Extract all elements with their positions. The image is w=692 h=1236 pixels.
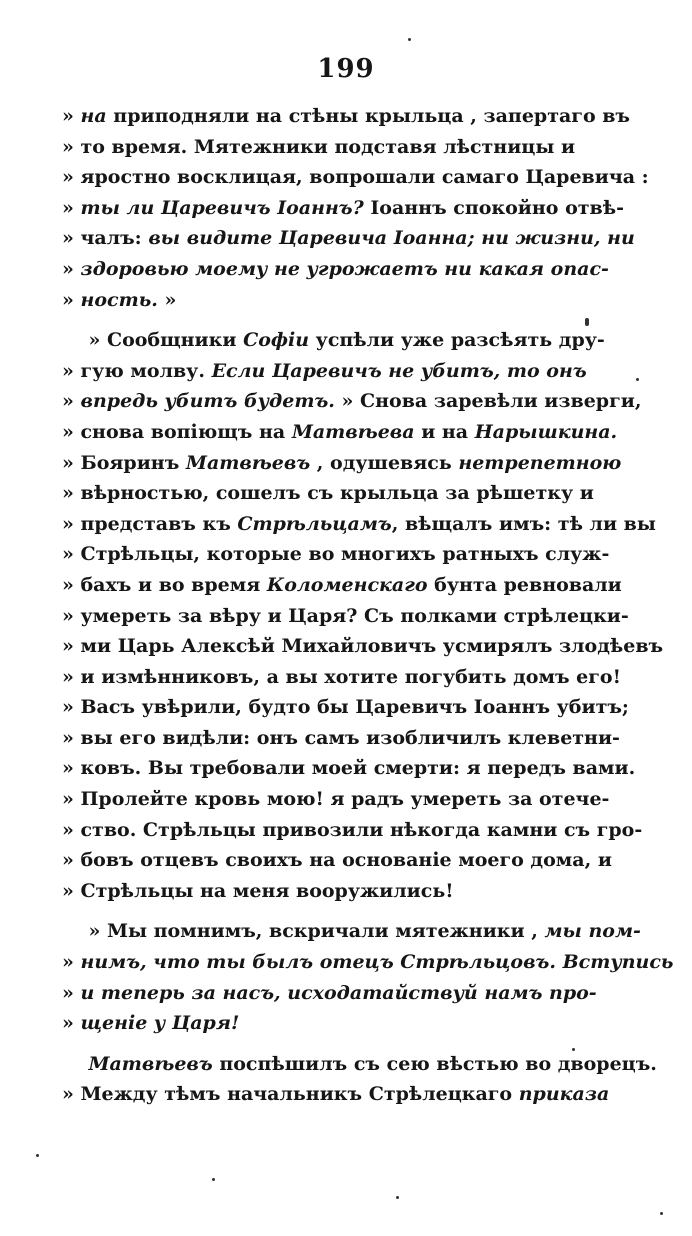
text-segment: » ковъ. Вы требовали моей смерти: я передъ вами. bbox=[62, 757, 636, 780]
text-line bbox=[62, 193, 624, 224]
text-line bbox=[62, 570, 622, 601]
print-speck bbox=[660, 1212, 663, 1215]
text-line bbox=[62, 692, 629, 723]
italic-segment: Матвѣева bbox=[291, 420, 415, 443]
text-line bbox=[62, 448, 622, 479]
text-line bbox=[62, 815, 643, 846]
text-segment: » вы его видѣли: онъ самъ изобличилъ клеветни- bbox=[62, 726, 620, 749]
italic-segment: Матвѣевъ bbox=[88, 1052, 213, 1075]
print-speck bbox=[212, 1178, 215, 1181]
text-line bbox=[62, 845, 612, 876]
text-line bbox=[62, 223, 635, 254]
text-segment: » гую молву. bbox=[62, 359, 212, 382]
text-segment: » яростно восклицая, вопрошали самаго Царевича : bbox=[62, 166, 649, 189]
text-segment: » Стрѣльцы на меня вооружились! bbox=[62, 879, 454, 902]
page-number: 199 bbox=[317, 54, 375, 84]
italic-segment: неmрепетною bbox=[458, 451, 622, 474]
text-segment: » bbox=[62, 1012, 81, 1035]
text-line bbox=[62, 947, 674, 978]
italic-segment: на bbox=[80, 105, 107, 127]
text-segment: » bbox=[62, 951, 81, 974]
text-segment: » бовъ отцевъ своихъ на основаніе моего дома, и bbox=[62, 849, 612, 872]
text-line bbox=[62, 356, 587, 387]
text-segment: » бахъ и во время bbox=[62, 573, 267, 596]
italic-segment: ты ли Царевичъ Іоаннъ? bbox=[80, 196, 364, 219]
text-segment: » bbox=[62, 981, 81, 1004]
italic-segment: здоровью моему не угрожаетъ ни какая опас- bbox=[80, 257, 609, 280]
text-line bbox=[62, 916, 641, 947]
text-line bbox=[62, 478, 594, 509]
text-segment: » вѣрностью, сошелъ съ крыльца за рѣшетку и bbox=[62, 482, 594, 505]
body-text bbox=[62, 101, 674, 1110]
text-line bbox=[62, 1049, 657, 1080]
print-speck bbox=[36, 1154, 39, 1157]
italic-segment: Матвѣевъ bbox=[185, 451, 311, 474]
italic-segment: нимъ, что ты былъ отецъ Стрѣльцовъ. Вступись bbox=[80, 951, 674, 974]
text-line bbox=[62, 631, 664, 662]
text-segment: » и измѣнниковъ, а вы хотите погубить домъ его! bbox=[62, 665, 621, 688]
print-speck bbox=[636, 378, 639, 381]
text-segment: » bbox=[62, 288, 81, 311]
text-line bbox=[62, 254, 609, 285]
text-line bbox=[62, 784, 610, 815]
text-segment: » bbox=[62, 390, 81, 413]
paragraph-gap bbox=[62, 1039, 567, 1049]
italic-segment: мы пом- bbox=[544, 920, 641, 943]
italic-segment: Нарышкина. bbox=[474, 420, 618, 443]
print-speck bbox=[572, 1048, 575, 1051]
text-segment: » ство. Стрѣльцы привозили нѣкогда камни съ гро- bbox=[62, 818, 643, 841]
text-segment: » bbox=[157, 288, 177, 311]
text-segment: успѣли уже разсѣять дру- bbox=[309, 329, 605, 352]
text-segment: приподняли на стѣны крыльца , запертаго въ bbox=[106, 105, 631, 127]
italic-segment: приказа bbox=[518, 1083, 610, 1106]
text-segment: » Мы помнимъ, вскричали мятежники , bbox=[62, 920, 545, 943]
italic-segment: Софіи bbox=[243, 329, 310, 352]
text-segment: , вѣщалъ имъ: тѣ ли вы bbox=[391, 512, 656, 535]
text-line bbox=[62, 509, 656, 540]
text-segment bbox=[62, 1053, 88, 1075]
text-segment: бунта ревновали bbox=[427, 573, 622, 596]
text-line bbox=[62, 101, 631, 132]
text-segment: » чалъ: bbox=[62, 227, 149, 250]
text-segment: , одушевясь bbox=[310, 451, 459, 474]
text-line bbox=[62, 325, 605, 356]
text-segment: » Снова заревѣли изверги, bbox=[334, 390, 642, 413]
text-line bbox=[62, 601, 629, 632]
print-speck bbox=[408, 38, 411, 41]
text-line bbox=[62, 386, 642, 417]
text-segment: » ми Царь Алексѣй Михайловичъ усмирялъ злодѣевъ bbox=[62, 635, 664, 658]
text-segment: » представъ къ bbox=[62, 512, 238, 535]
print-speck bbox=[585, 318, 589, 326]
text-segment: » снова вопіющъ на bbox=[62, 420, 292, 443]
text-segment: » Пролейте кровь мою! я радъ умереть за отече- bbox=[62, 788, 610, 811]
text-line bbox=[62, 978, 597, 1009]
text-segment: » Бояринъ bbox=[62, 451, 186, 474]
italic-segment: щеніе у Царя! bbox=[80, 1012, 240, 1035]
text-segment: » bbox=[62, 196, 81, 219]
text-segment: » bbox=[62, 257, 81, 280]
text-line bbox=[62, 285, 567, 316]
text-segment: Іоаннъ спокойно отвѣ- bbox=[363, 196, 624, 219]
italic-segment: впредь убитъ будетъ. bbox=[80, 390, 335, 413]
italic-segment: Коломенскаго bbox=[266, 573, 428, 596]
paragraph-gap bbox=[62, 315, 567, 325]
text-segment: » Между тѣмъ начальникъ Стрѣлецкаго bbox=[62, 1083, 519, 1106]
paragraph-gap bbox=[62, 906, 567, 916]
text-line bbox=[62, 132, 576, 163]
text-line bbox=[62, 1079, 610, 1110]
text-segment: » Сообщники bbox=[62, 329, 244, 352]
italic-segment: и теперь за насъ, исходатайствуй намъ про- bbox=[80, 981, 597, 1004]
text-segment: » то время. Мятежники подставя лѣстницы и bbox=[62, 135, 576, 158]
text-line bbox=[62, 723, 620, 754]
italic-segment: Стрѣльцамъ bbox=[237, 512, 392, 535]
italic-segment: ность. bbox=[80, 288, 158, 311]
text-line bbox=[62, 539, 610, 570]
italic-segment: вы видите Царевича Іоанна; ни жизни, ни bbox=[148, 227, 635, 250]
text-line bbox=[62, 876, 567, 907]
text-segment: » умереть за вѣру и Царя? Съ полками стрѣлецки- bbox=[62, 604, 629, 627]
text-segment: поспѣшилъ съ сею вѣстью во дворецъ. bbox=[212, 1052, 657, 1075]
text-line bbox=[62, 1008, 567, 1039]
text-line bbox=[62, 162, 649, 193]
text-segment: и на bbox=[414, 420, 475, 443]
text-segment: » Васъ увѣрили, будто бы Царевичъ Іоаннъ убитъ; bbox=[62, 696, 629, 719]
text-line bbox=[62, 417, 618, 448]
print-speck bbox=[396, 1196, 399, 1199]
text-segment: » bbox=[62, 105, 81, 127]
text-line bbox=[62, 753, 636, 784]
text-segment: » Стрѣльцы, которые во многихъ ратныхъ служ- bbox=[62, 543, 610, 566]
italic-segment: Если Царевичъ не убитъ, то онъ bbox=[211, 359, 587, 382]
text-line bbox=[62, 662, 621, 693]
